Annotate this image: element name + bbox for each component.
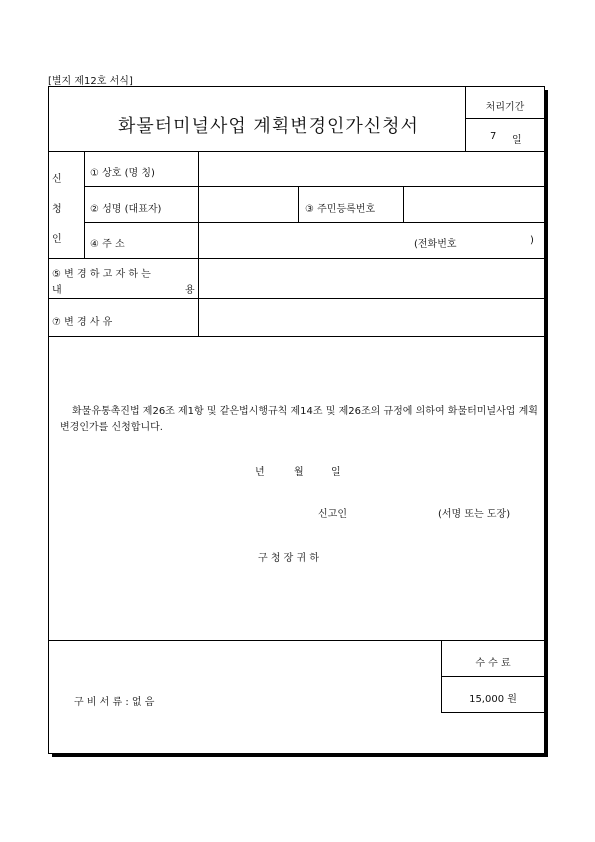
- company-name-field[interactable]: [200, 153, 543, 184]
- applicant-side-char-3: 인: [52, 234, 62, 245]
- divider-row1: [84, 186, 545, 187]
- change-reason-label: ⑦ 변 경 사 유: [52, 317, 113, 328]
- address-field[interactable]: [200, 224, 410, 256]
- change-content-label-line2-right: 용: [185, 285, 195, 296]
- resident-number-field[interactable]: [405, 188, 543, 220]
- required-documents-label: 구 비 서 류 : 없 음: [74, 697, 155, 708]
- representative-name-field[interactable]: [200, 188, 296, 220]
- change-content-label-line2-left: 내: [52, 285, 62, 296]
- change-content-field[interactable]: [200, 260, 543, 296]
- address-label: ④ 주 소: [90, 239, 125, 250]
- divider-processing-vertical: [465, 86, 466, 151]
- date-year-label: 년: [255, 467, 265, 478]
- phone-label-open: (전화번호: [414, 239, 457, 250]
- divider-row3: [48, 258, 545, 259]
- form-title: 화물터미널사업 계획변경인가신청서: [118, 116, 419, 137]
- frame-shadow-bottom: [52, 754, 548, 757]
- addressee-label: 구 청 장 귀 하: [258, 553, 320, 564]
- divider-row5: [48, 336, 545, 337]
- resident-number-label: ③ 주민등록번호: [305, 204, 376, 215]
- divider-title: [48, 151, 545, 152]
- change-reason-field[interactable]: [200, 300, 543, 334]
- fee-label: 수 수 료: [475, 658, 511, 669]
- divider-fee-bottom: [441, 712, 545, 713]
- date-day-label: 일: [331, 467, 341, 478]
- divider-label-vertical: [198, 151, 199, 336]
- divider-row2-right: [403, 186, 404, 222]
- company-name-label: ① 상호 (명 칭): [90, 168, 155, 179]
- representative-name-label: ② 성명 (대표자): [90, 204, 162, 215]
- processing-period-value: 7: [490, 131, 497, 142]
- processing-period-unit: 일: [512, 135, 522, 146]
- signature-label: (서명 또는 도장): [438, 509, 511, 520]
- frame-shadow-right: [545, 90, 548, 757]
- change-content-label-line1: ⑤ 변 경 하 고 자 하 는: [52, 269, 151, 280]
- divider-fee-mid: [441, 676, 545, 677]
- applicant-side-char-1: 신: [52, 174, 62, 185]
- divider-applicant-vertical: [84, 151, 85, 258]
- divider-row2: [84, 222, 545, 223]
- divider-row4: [48, 298, 545, 299]
- reporter-label: 신고인: [318, 509, 347, 520]
- date-month-label: 월: [294, 467, 304, 478]
- phone-label-close: ): [530, 235, 534, 246]
- divider-body: [48, 640, 545, 641]
- form-number-label: [별지 제12호 서식]: [48, 76, 133, 87]
- processing-period-label: 처리기간: [485, 102, 525, 113]
- applicant-side-char-2: 청: [52, 204, 62, 215]
- application-statement: 화물유통촉진법 제26조 제1항 및 같은법시행규칙 제14조 및 제26조의 규정에 의하여 화물터미널사업 계획변경인가를 신청합니다.: [60, 406, 538, 433]
- fee-value: 15,000 원: [469, 694, 517, 705]
- divider-row2-mid: [298, 186, 299, 222]
- divider-processing: [465, 118, 545, 119]
